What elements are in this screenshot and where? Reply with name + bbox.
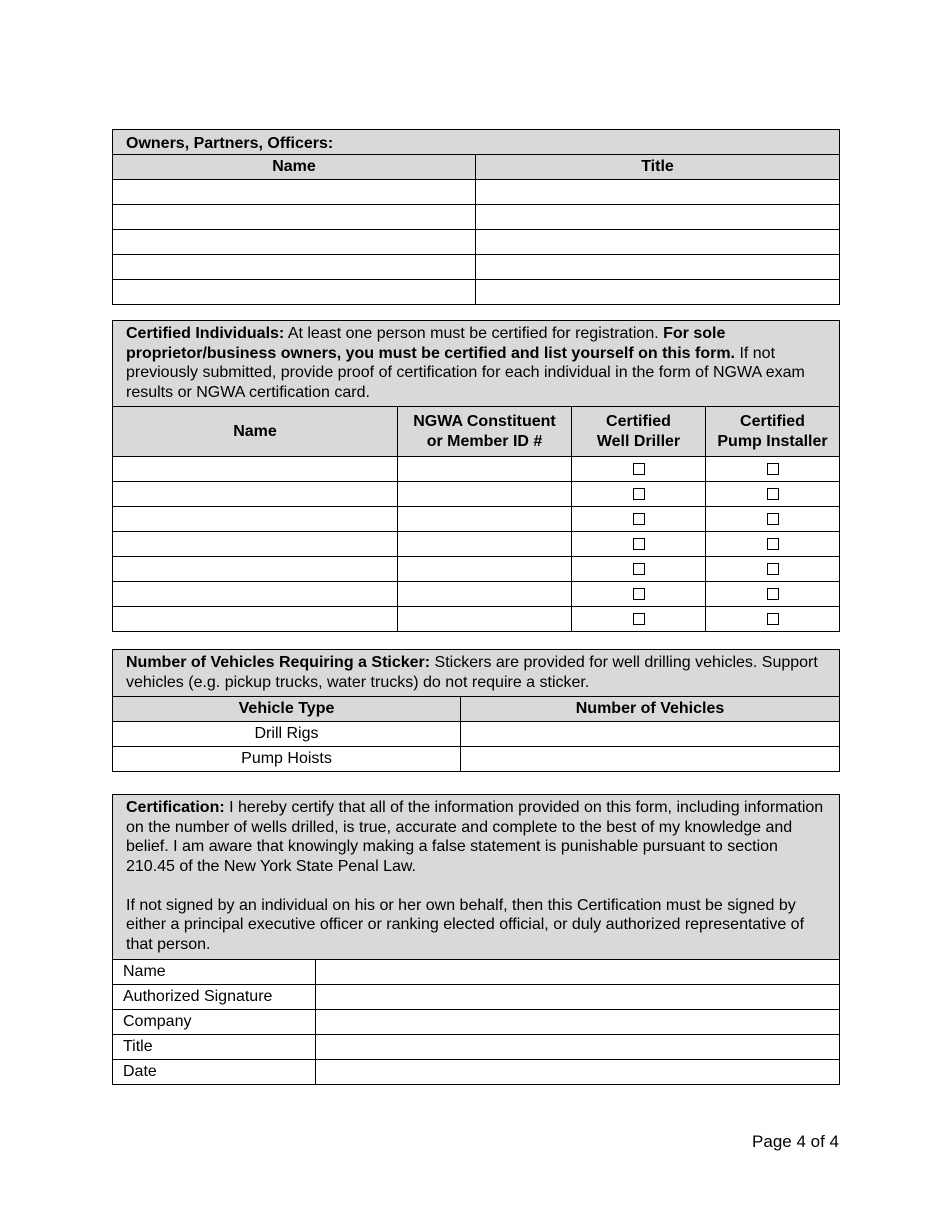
vehicle-type-header: Vehicle Type (113, 697, 461, 722)
vehicle-count-cell[interactable] (461, 747, 840, 772)
owner-name-cell[interactable] (113, 280, 476, 305)
owners-name-header: Name (113, 155, 476, 180)
pump-installer-checkbox[interactable] (767, 538, 779, 550)
certification-para1: I hereby certify that all of the information provided on this form, including information on the number of wells drilled, is true, accurate and complete to the best of my knowledge and belief. I am aware that knowingly making a false statement is punishable pursuant to section 210.45 of the New York State Penal Law. (126, 799, 824, 875)
owners-title-header: Title (476, 155, 840, 180)
owner-title-cell[interactable] (476, 280, 840, 305)
well-driller-checkbox[interactable] (633, 588, 645, 600)
certified-pump-header: Certified Pump Installer (706, 407, 840, 457)
field-input-date[interactable] (316, 1060, 840, 1085)
owner-title-cell[interactable] (476, 205, 840, 230)
field-label-company: Company (113, 1010, 316, 1035)
certified-id-cell[interactable] (398, 482, 572, 507)
vehicles-heading: Number of Vehicles Requiring a Sticker: (126, 654, 431, 671)
certified-id-cell[interactable] (398, 532, 572, 557)
well-driller-checkbox[interactable] (633, 538, 645, 550)
field-label-date: Date (113, 1060, 316, 1085)
certification-table (112, 794, 840, 1085)
owner-name-cell[interactable] (113, 205, 476, 230)
field-input-title[interactable] (316, 1035, 840, 1060)
certified-name-cell[interactable] (113, 482, 398, 507)
owner-name-cell[interactable] (113, 255, 476, 280)
well-driller-checkbox[interactable] (633, 463, 645, 475)
certified-id-header: NGWA Constituent or Member ID # (398, 407, 572, 457)
certified-text1: At least one person must be certified for registration. (284, 325, 664, 342)
certified-text3: If not previously submitted, provide proof of certification for each individual in the form of NGWA exam results or NGWA certification card. (126, 344, 805, 401)
certified-name-cell[interactable] (113, 607, 398, 632)
vehicle-type-drill-rigs: Drill Rigs (113, 722, 461, 747)
owner-name-cell[interactable] (113, 230, 476, 255)
certified-name-cell[interactable] (113, 557, 398, 582)
certification-heading: Certification: (126, 799, 225, 816)
certified-name-header: Name (113, 407, 398, 457)
owner-title-cell[interactable] (476, 230, 840, 255)
well-driller-checkbox[interactable] (633, 563, 645, 575)
field-label-signature: Authorized Signature (113, 985, 316, 1010)
vehicles-table (112, 649, 840, 772)
certified-heading: Certified Individuals: (126, 325, 285, 342)
owners-heading: Owners, Partners, Officers: (113, 130, 840, 155)
certified-name-cell[interactable] (113, 507, 398, 532)
certified-id-cell[interactable] (398, 557, 572, 582)
pump-installer-checkbox[interactable] (767, 463, 779, 475)
well-driller-checkbox[interactable] (633, 513, 645, 525)
field-label-name: Name (113, 960, 316, 985)
vehicles-intro (113, 650, 840, 697)
certified-text-bold: For sole proprietor/business owners, you must be certified and list yourself on this form. (126, 325, 735, 362)
certified-id-cell[interactable] (398, 607, 572, 632)
certified-name-cell[interactable] (113, 582, 398, 607)
pump-installer-checkbox[interactable] (767, 513, 779, 525)
certified-id-cell[interactable] (398, 457, 572, 482)
vehicle-count-cell[interactable] (461, 722, 840, 747)
certification-para2: If not signed by an individual on his or her own behalf, then this Certification must be signed by either a principal executive officer or ranking elected official, or duly authorized representative of that person. (126, 896, 805, 953)
certified-driller-header: Certified Well Driller (572, 407, 706, 457)
field-input-company[interactable] (316, 1010, 840, 1035)
vehicles-text: Stickers are provided for well drilling vehicles. Support vehicles (e.g. pickup trucks, water trucks) do not require a sticker. (126, 654, 818, 691)
page-number: Page 4 of 4 (752, 1132, 839, 1151)
pump-installer-checkbox[interactable] (767, 488, 779, 500)
pump-installer-checkbox[interactable] (767, 563, 779, 575)
certification-intro (113, 795, 840, 960)
well-driller-checkbox[interactable] (633, 488, 645, 500)
owner-title-cell[interactable] (476, 255, 840, 280)
certified-id-cell[interactable] (398, 582, 572, 607)
vehicle-count-header: Number of Vehicles (461, 697, 840, 722)
vehicle-type-pump-hoists: Pump Hoists (113, 747, 461, 772)
certified-intro (113, 321, 840, 407)
certified-table (112, 320, 840, 632)
field-input-name[interactable] (316, 960, 840, 985)
owner-name-cell[interactable] (113, 180, 476, 205)
certified-name-cell[interactable] (113, 457, 398, 482)
owner-title-cell[interactable] (476, 180, 840, 205)
owners-table (112, 129, 840, 305)
certified-name-cell[interactable] (113, 532, 398, 557)
field-input-signature[interactable] (316, 985, 840, 1010)
field-label-title: Title (113, 1035, 316, 1060)
pump-installer-checkbox[interactable] (767, 613, 779, 625)
pump-installer-checkbox[interactable] (767, 588, 779, 600)
well-driller-checkbox[interactable] (633, 613, 645, 625)
certified-id-cell[interactable] (398, 507, 572, 532)
